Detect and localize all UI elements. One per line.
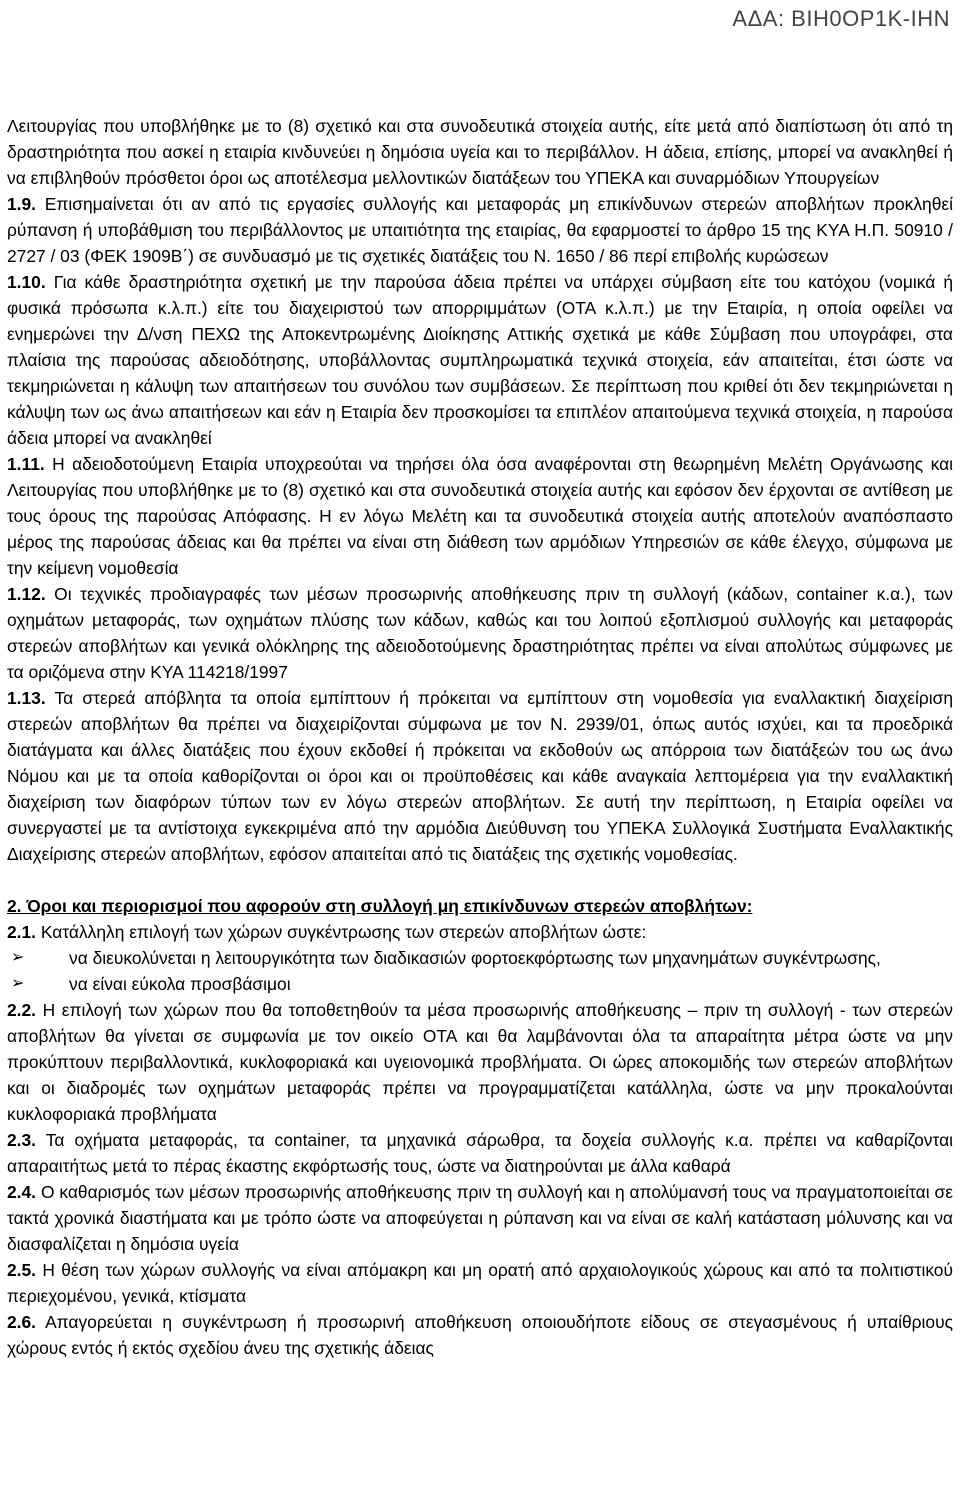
clause-text: Επισημαίνεται ότι αν από τις εργασίες συλλογής και μεταφοράς μη επικίνδυνων στερεών αποβλήτων προκληθεί ρύπανση ή υποβάθμιση του περιβάλλοντος με υπαιτιότητα της εταιρίας, θα εφαρμοστεί το άρθρο 15 της ΚΥΑ Η.Π. 50910 / 2727 / 03 (ΦΕΚ 1909Β΄) σε συνδυασμό με τις σχετικές διατάξεις του Ν. 1650 / 86 περί επιβολής κυρώσεων [7, 194, 953, 266]
clause-1-13 [7, 685, 953, 867]
clause-number: 1.11. [7, 454, 45, 474]
clause-number: 1.9. [7, 194, 37, 214]
section-2-title: 2. Όροι και περιορισμοί που αφορούν στη συλλογή μη επικίνδυνων στερεών αποβλήτων: [7, 896, 753, 916]
clause-number: 2.3. [7, 1130, 37, 1150]
clause-1-12 [7, 581, 953, 685]
arrow-bullet-icon: ➢ [11, 949, 25, 966]
clause-text: Ο καθαρισμός των μέσων προσωρινής αποθήκευσης πριν τη συλλογή και η απολύμανσή τους να πραγματοποιείται σε τακτά χρονικά διαστήματα και με τρόπο ώστε να αποφεύγεται η ρύπανση και να είναι σε καλή κατάσταση μόλυνσης και να διασφαλίζεται η δημόσια υγεία [7, 1182, 953, 1254]
clause-2-1 [7, 919, 953, 945]
clause-text: Τα οχήματα μεταφοράς, τα container, τα μηχανικά σάρωθρα, τα δοχεία συλλογής κ.α. πρέπει να καθαρίζονται απαραιτήτως μετά το πέρας έκαστης εκφόρτωσής τους, ώστε να διατηρούνται με άλλα καθαρά [7, 1130, 953, 1176]
clause-1-11 [7, 451, 953, 581]
clause-text: Τα στερεά απόβλητα τα οποία εμπίπτουν ή πρόκειται να εμπίπτουν στη νομοθεσία για εναλλακτική διαχείριση στερεών αποβλήτων θα πρέπει να διαχειρίζονται σύμφωνα με τον Ν. 2939/01, όπως αυτός ισχύει, και τα προεδρικά διατάγματα και άλλες διατάξεις που έχουν εκδοθεί ή πρόκειται να εκδοθούν ως απόρροια των διατάξεών του ως άνω Νόμου και με τα οποία καθορίζονται οι όροι και οι προϋποθέσεις και κάθε αναγκαία λεπτομέρεια για την εναλλακτική διαχείριση των διαφόρων τύπων των εν λόγω στερεών αποβλήτων. Σε αυτή την περίπτωση, η Εταιρία οφείλει να συνεργαστεί με τα αντίστοιχα εγκεκριμένα από την αρμόδια Διεύθυνση του ΥΠΕΚΑ Συλλογικά Συστήματα Εναλλακτικής Διαχείρισης στερεών αποβλήτων, εφόσον απαιτείται από τις διατάξεις της σχετικής νομοθεσίας. [7, 688, 953, 864]
clause-text: Οι τεχνικές προδιαγραφές των μέσων προσωρινής αποθήκευσης πριν τη συλλογή (κάδων, container κ.α.), των οχημάτων μεταφοράς, των οχημάτων πλύσης των κάδων, καθώς και του λοιπού εξοπλισμού συλλογής και μεταφοράς στερεών αποβλήτων και γενικά ολόκληρης της αδειοδοτούμενης δραστηριότητας πρέπει να είναι απολύτως σύμφωνες με τα οριζόμενα στην ΚΥΑ 114218/1997 [7, 584, 953, 682]
clause-2-2 [7, 997, 953, 1127]
clause-text: Κατάλληλη επιλογή των χώρων συγκέντρωσης των στερεών αποβλήτων ώστε: [36, 922, 647, 942]
clause-number: 2.4. [7, 1182, 37, 1202]
clause-text: Η θέση των χώρων συλλογής να είναι απόμακρη και μη ορατή από αρχαιολογικούς χώρους και από τα πολιτιστικού περιεχομένου, γενικά, κτίσματα [7, 1260, 953, 1306]
document-body [7, 113, 953, 1361]
clause-2-6 [7, 1309, 953, 1361]
clause-number: 2.6. [7, 1312, 37, 1332]
clause-number: 2.1. [7, 922, 37, 942]
bullet-text: να είναι εύκολα προσβάσιμοι [69, 974, 291, 994]
ada-code: ΑΔΑ: ΒΙΗ0ΟΡ1Κ-ΙΗΝ [732, 6, 950, 31]
spacer [7, 867, 953, 893]
arrow-bullet-icon: ➢ [11, 975, 25, 992]
clause-number: 1.10. [7, 272, 46, 292]
clause-number: 2.2. [7, 1000, 37, 1020]
clause-1-10 [7, 269, 953, 451]
clause-number: 1.12. [7, 584, 46, 604]
clause-text: Η αδειοδοτούμενη Εταιρία υποχρεούται να τηρήσει όλα όσα αναφέρονται στη θεωρημένη Μελέτη Οργάνωσης και Λειτουργίας που υποβλήθηκε με το (8) σχετικό και στα συνοδευτικά στοιχεία αυτής και εφόσον δεν έρχονται σε αντίθεση με τους όρους της παρούσας Απόφασης. Η εν λόγω Μελέτη και τα συνοδευτικά στοιχεία αυτής αποτελούν αναπόσπαστο μέρος της παρούσας άδειας και θα πρέπει να είναι στη διάθεση των αρμόδιων Υπηρεσιών σε κάθε έλεγχο, σύμφωνα με την κείμενη νομοθεσία [7, 454, 953, 578]
bullet-text: να διευκολύνεται η λειτουργικότητα των διαδικασιών φορτοεκφόρτωσης των μηχανημάτων συγκέντρωσης, [69, 948, 881, 968]
clause-text: Η επιλογή των χώρων που θα τοποθετηθούν τα μέσα προσωρινής αποθήκευσης – πριν τη συλλογή - των στερεών αποβλήτων θα γίνεται σε συμφωνία με τον οικείο ΟΤΑ και θα λαμβάνονται όλα τα απαραίτητα μέτρα ώστε να μην προκύπτουν περιβαλλοντικά, κυκλοφοριακά και υγειονομικά προβλήματα. Οι ώρες αποκομιδής των στερεών αποβλήτων και οι διαδρομές των οχημάτων μεταφοράς πρέπει να προγραμματίζεται κατάλληλα, ώστε να μην προκαλούνται κυκλοφοριακά προβλήματα [7, 1000, 953, 1124]
bullet-item [7, 971, 953, 997]
clause-number: 1.13. [7, 688, 46, 708]
clause-text: Για κάθε δραστηριότητα σχετική με την παρούσα άδεια πρέπει να υπάρχει σύμβαση είτε του κατόχου (νομικά ή φυσικά πρόσωπα κ.λ.π.) είτε του διαχειριστού των απορριμμάτων (ΟΤΑ κ.λ.π.) με την Εταιρία, η οποία οφείλει να ενημερώνει την Δ/νση ΠΕΧΩ της Αποκεντρωμένης Διοίκησης Αττικής σχετικά με κάθε Σύμβαση που υπογράφει, στα πλαίσια της παρούσας αδειοδότησης, υποβάλλοντας συμπληρωματικά τεχνικά στοιχεία, εάν απαιτείται, έτσι ώστε να τεκμηριώνεται η κάλυψη των απαιτήσεων του συνόλου των συμβάσεων. Σε περίπτωση που κριθεί ότι δεν τεκμηριώνεται η κάλυψη των ως άνω απαιτήσεων και εάν η Εταιρία δεν προσκομίσει τα επιπλέον απαιτούμενα τεχνικά στοιχεία, η παρούσα άδεια μπορεί να ανακληθεί [7, 272, 953, 448]
clause-1-9 [7, 191, 953, 269]
paragraph-continuation: Λειτουργίας που υποβλήθηκε με το (8) σχετικό και στα συνοδευτικά στοιχεία αυτής, είτε μετά από διαπίστωση ότι από τη δραστηριότητα που ασκεί η εταιρία κινδυνεύει η δημόσια υγεία και το περιβάλλον. Η άδεια, επίσης, μπορεί να ανακληθεί ή να επιβληθούν πρόσθετοι όροι ως αποτέλεσμα μελλοντικών διατάξεων του ΥΠΕΚΑ και συναρμόδιων Υπουργείων [7, 116, 953, 188]
clause-2-5 [7, 1257, 953, 1309]
clause-2-3 [7, 1127, 953, 1179]
clause-text: Απαγορεύεται η συγκέντρωση ή προσωρινή αποθήκευση οποιουδήποτε είδους σε στεγασμένους ή υπαίθριους χώρους εντός ή εκτός σχεδίου άνευ της σχετικής άδειας [7, 1312, 953, 1358]
clause-2-4 [7, 1179, 953, 1257]
bullet-item [7, 945, 953, 971]
clause-number: 2.5. [7, 1260, 37, 1280]
